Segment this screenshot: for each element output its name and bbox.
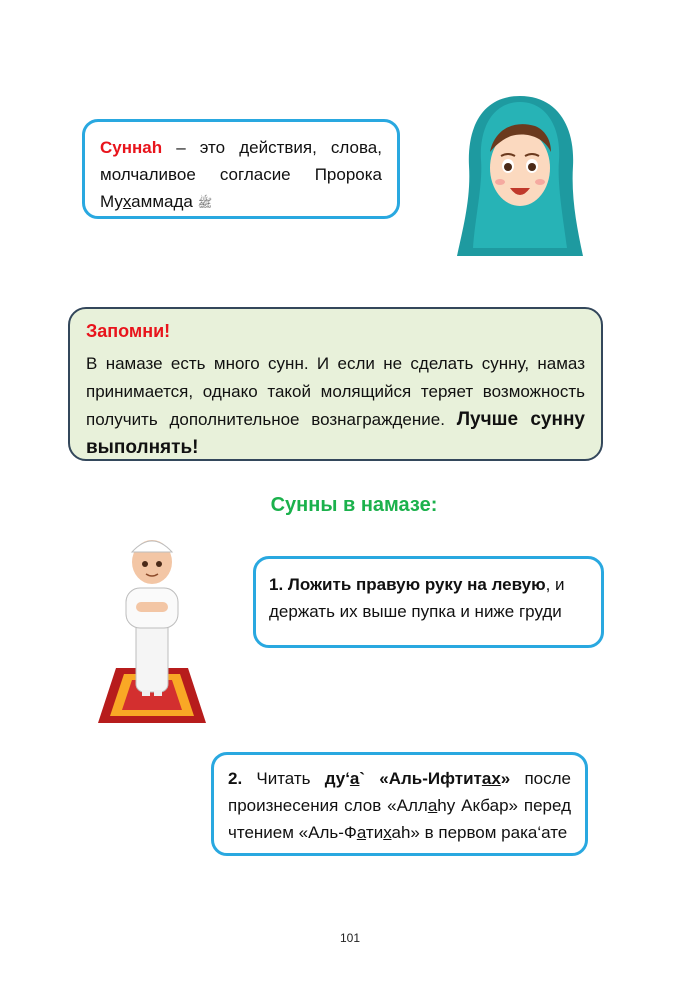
remember-emphasis: Лучше сунну выполнять! <box>86 409 585 458</box>
honorific-glyph: ﷺ <box>197 196 213 210</box>
sunna-item-1-text: 1. Ложить правую руку на левую, и держать их выше пупка и ниже груди <box>269 575 565 621</box>
definition-box <box>82 119 400 219</box>
remember-text: В намазе есть много сунн. И если не сделать сунну, намаз принимается, однако такой молящийся теряет возможность получить дополнительное вознаграждение. Лучше сунну выполнять! <box>86 354 585 458</box>
dua-term: ду‘а` «Аль-Ифтитах» <box>324 769 511 788</box>
boy-prayer-rug-illustration <box>96 518 208 728</box>
page-number: 101 <box>339 931 361 945</box>
sunna-item-1-box <box>253 556 604 648</box>
sunna-heading: Сунны в намазе: <box>270 494 438 516</box>
definition-term: Суннаh <box>100 138 163 157</box>
definition-text: Суннаh – это действия, слова, молчаливое согласие Пророка Мухаммада ﷺ <box>100 138 382 211</box>
sunna-item-2-text: 2. Читать ду‘а` «Аль-Ифтитах» после произнесения слов «Аллаhу Акбар» перед чтением «Аль-Фатихаh» в первом рака‘ате <box>228 769 571 842</box>
remember-title: Запомни! <box>86 321 171 341</box>
sunna-item-2-box <box>211 752 588 856</box>
remember-note-box <box>68 307 603 461</box>
girl-hijab-illustration <box>455 88 585 258</box>
